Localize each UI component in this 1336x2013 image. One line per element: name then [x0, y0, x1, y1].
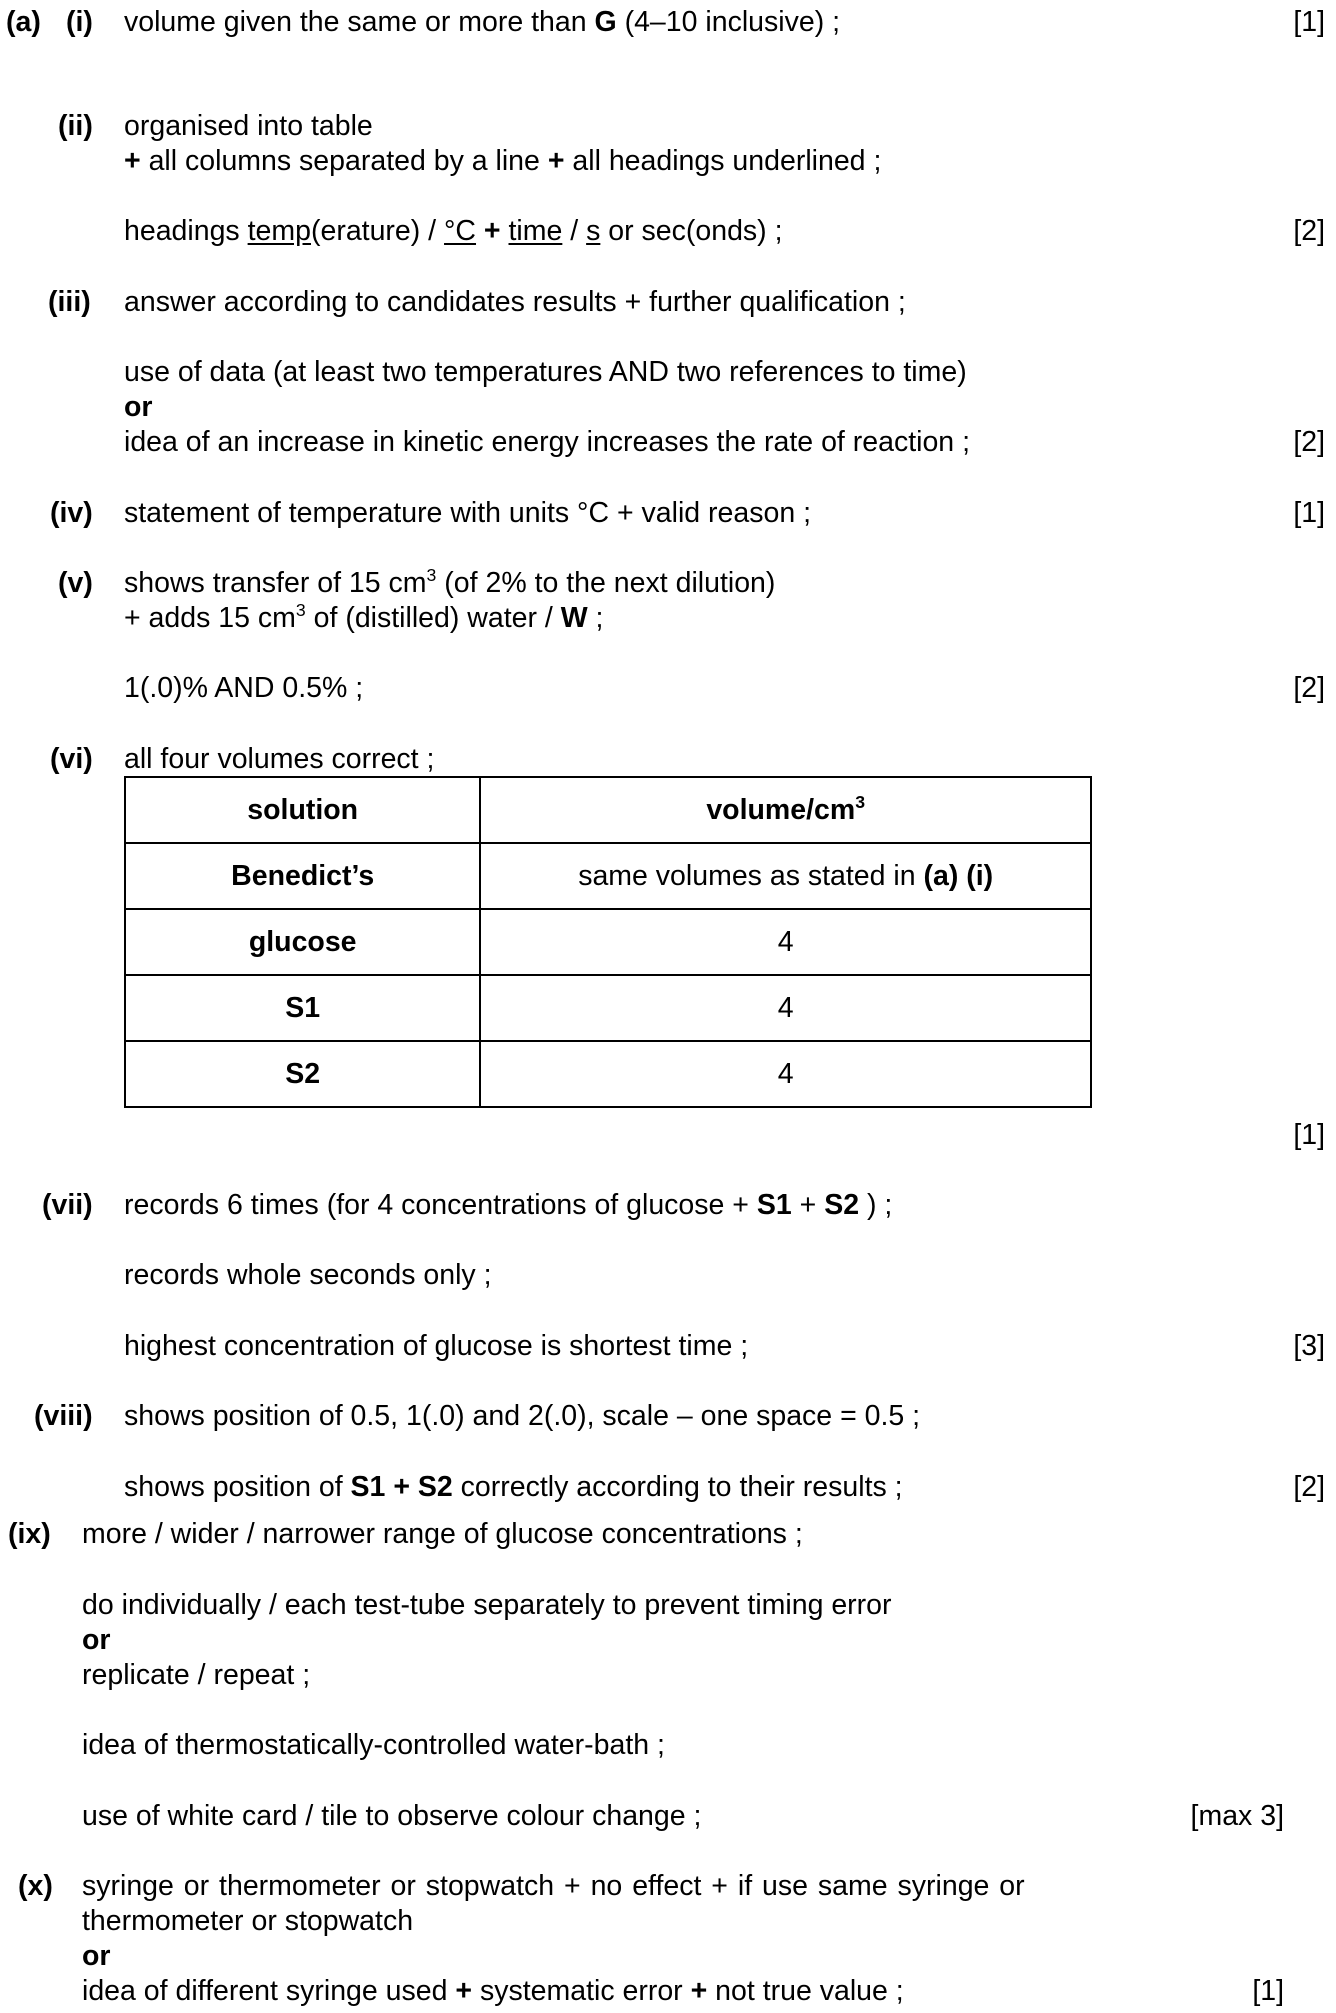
question-ii-mark: [2]	[1293, 215, 1325, 247]
question-i-text: volume given the same or more than G (4–10 inclusive) ;	[124, 6, 841, 38]
question-ii-label: (ii)	[58, 110, 93, 142]
question-ix-label: (ix)	[8, 1518, 51, 1550]
question-ix-or: or	[82, 1624, 111, 1656]
question-v-label: (v)	[58, 567, 93, 599]
question-v-mark: [2]	[1293, 672, 1325, 704]
question-v-line3: 1(.0)% AND 0.5% ;	[124, 672, 364, 704]
question-vii-mark: [3]	[1293, 1330, 1325, 1362]
table-row	[125, 909, 1091, 975]
volume-table-header	[125, 777, 1091, 843]
table-cell-volume: 4	[480, 1041, 1091, 1107]
question-vii-line3: highest concentration of glucose is shortest time ;	[124, 1330, 749, 1362]
question-x-mark: [1]	[1252, 1975, 1284, 2007]
table-row	[125, 975, 1091, 1041]
table-cell-volume: same volumes as stated in (a) (i)	[480, 843, 1091, 909]
question-v-line2: + adds 15 $cm^3$ of (distilled) water / W ;	[124, 600, 604, 634]
question-x-line1: syringe or thermometer or stopwatch + no effect + if use same syringe or	[82, 1870, 1025, 1902]
question-iii-label: (iii)	[48, 286, 91, 318]
question-ii-line1: organised into table	[124, 110, 373, 142]
question-iii-line2: use of data (at least two temperatures AND two references to time)	[124, 356, 967, 388]
question-ix-line4: idea of thermostatically-controlled water-bath ;	[82, 1729, 665, 1761]
question-iii-mark: [2]	[1293, 426, 1325, 458]
question-viii-line2: shows position of S1 + S2 correctly according to their results ;	[124, 1471, 903, 1503]
question-ix-line2: do individually / each test-tube separately to prevent timing error	[82, 1589, 892, 1621]
question-ix-mark: [max 3]	[1190, 1800, 1284, 1832]
table-cell-solution: Benedict’s	[125, 843, 480, 909]
question-iv-text: statement of temperature with units °C + valid reason ;	[124, 497, 812, 529]
question-vii-line1: records 6 times (for 4 concentrations of glucose + S1 + S2 ) ;	[124, 1189, 893, 1221]
question-iii-line3: idea of an increase in kinetic energy increases the rate of reaction ;	[124, 426, 970, 458]
question-viii-line1: shows position of 0.5, 1(.0) and 2(.0), scale – one space = 0.5 ;	[124, 1400, 921, 1432]
question-ix-line1: more / wider / narrower range of glucose concentrations ;	[82, 1518, 803, 1550]
volume-table	[124, 776, 1092, 1108]
question-iii-line1: answer according to candidates results + further qualification ;	[124, 286, 906, 318]
question-iv-mark: [1]	[1293, 497, 1325, 529]
question-ii-line2: + all columns separated by a line + all headings underlined ;	[124, 145, 882, 177]
question-v-line1: shows transfer of 15 $cm^3$ (of 2% to the next dilution)	[124, 565, 776, 599]
question-viii-mark: [2]	[1293, 1471, 1325, 1503]
table-cell-solution: glucose	[125, 909, 480, 975]
question-ix-line3: replicate / repeat ;	[82, 1659, 311, 1691]
part-a-label: (a)	[6, 6, 41, 38]
table-cell-volume: 4	[480, 909, 1091, 975]
table-row	[125, 1041, 1091, 1107]
table-cell-volume: 4	[480, 975, 1091, 1041]
question-x-label: (x)	[18, 1870, 53, 1902]
table-row	[125, 843, 1091, 909]
question-vi-label: (vi)	[50, 743, 93, 775]
question-i-label: (i)	[66, 6, 93, 38]
question-vi-mark: [1]	[1293, 1119, 1325, 1151]
question-ix-line5: use of white card / tile to observe colour change ;	[82, 1800, 702, 1832]
question-iii-or: or	[124, 391, 153, 423]
question-i-mark: [1]	[1293, 6, 1325, 38]
question-x-or: or	[82, 1940, 111, 1972]
question-vii-label: (vii)	[42, 1189, 93, 1221]
question-iv-label: (iv)	[50, 497, 93, 529]
question-x-line3: idea of different syringe used + systematic error + not true value ;	[82, 1975, 904, 2007]
question-viii-label: (viii)	[34, 1400, 93, 1432]
question-ii-headings: headings temp(erature) / °C + time / s or sec(onds) ;	[124, 215, 783, 247]
table-cell-solution: S1	[125, 975, 480, 1041]
question-x-line2: thermometer or stopwatch	[82, 1905, 414, 1937]
question-vii-line2: records whole seconds only ;	[124, 1259, 492, 1291]
table-cell-solution: S2	[125, 1041, 480, 1107]
question-vi-text: all four volumes correct ;	[124, 743, 435, 775]
column-header-solution: solution	[125, 777, 480, 843]
column-header-volume: volume/$cm^3$	[480, 777, 1091, 843]
